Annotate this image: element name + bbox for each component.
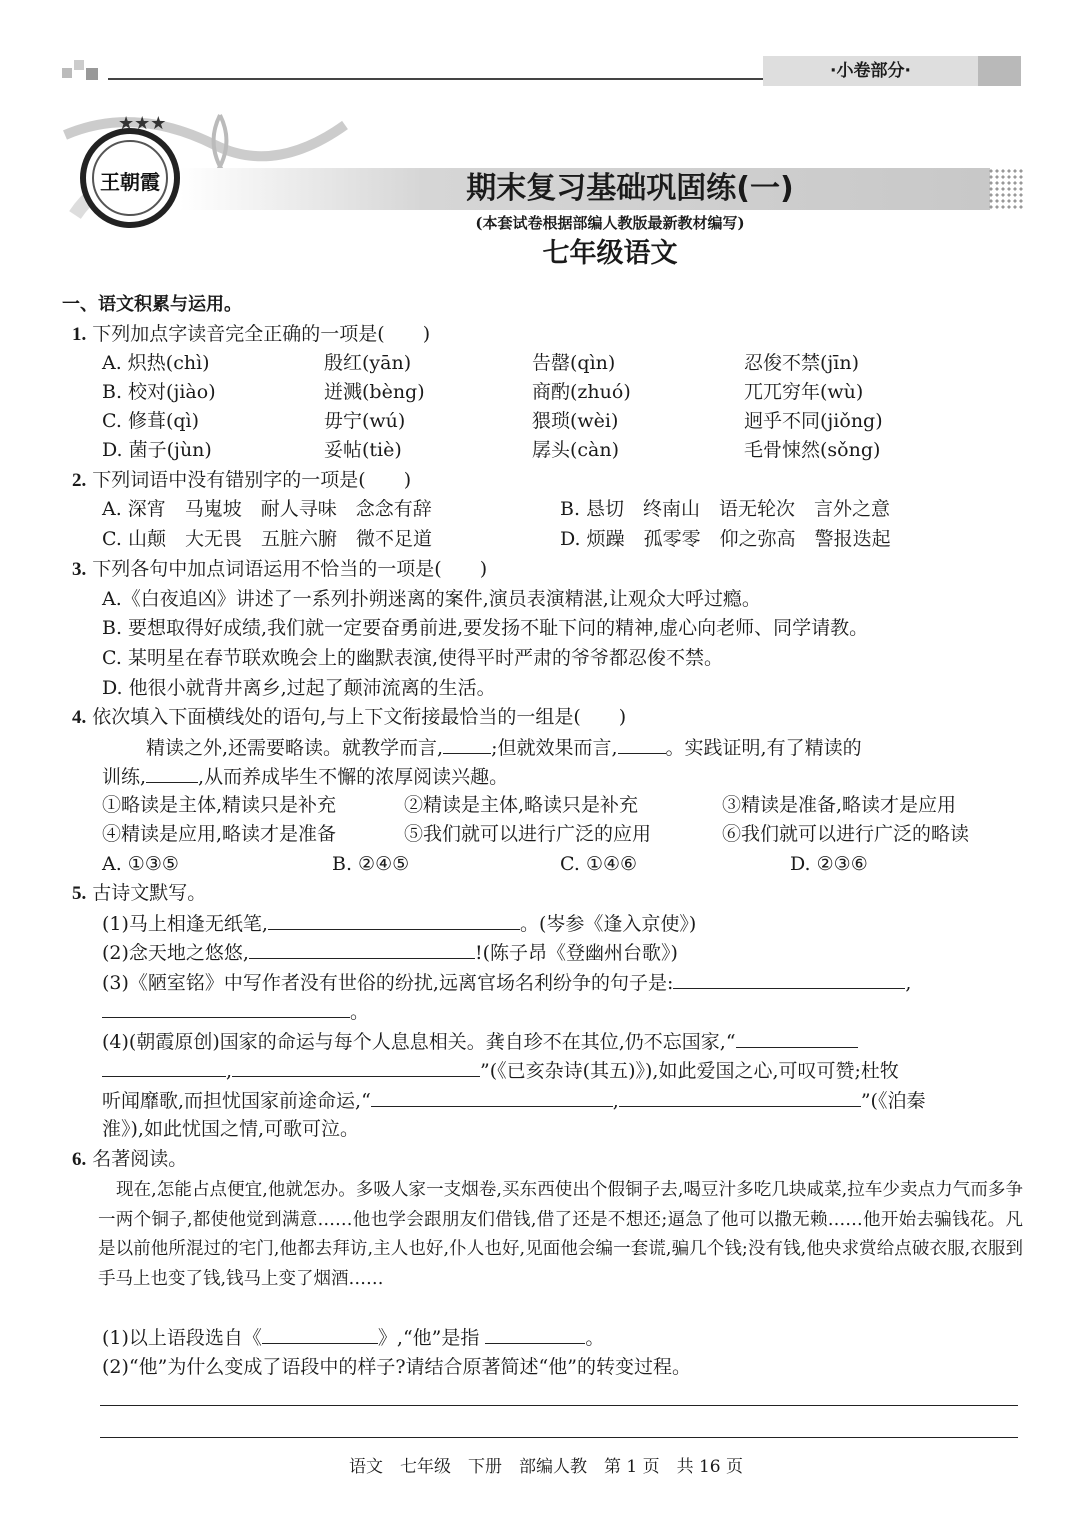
- recite-text: ,: [612, 1090, 619, 1112]
- recite-text: ”(《泊秦: [860, 1090, 926, 1112]
- logo-seal: [80, 128, 180, 228]
- passage-line: [102, 764, 508, 789]
- recite-text: (4)(朝霞原创)国家的命运与每个人息息相关。龚自珍不在其位,仍不忘国家,“: [102, 1031, 736, 1053]
- recite-text: 。: [350, 1001, 370, 1023]
- recite-line: [102, 940, 678, 965]
- recite-line: [102, 999, 369, 1024]
- question-stem: 名著阅读。: [92, 1148, 188, 1170]
- answer-line[interactable]: [100, 1437, 1018, 1438]
- answer-blank[interactable]: [618, 735, 666, 754]
- answer-blank[interactable]: [371, 1088, 613, 1107]
- option-cell: A. 炽热(chì): [102, 352, 210, 374]
- answer-blank[interactable]: [736, 1029, 858, 1048]
- question-number: 3.: [72, 559, 87, 580]
- question-number: 6.: [72, 1149, 87, 1170]
- recite-line: [102, 1088, 925, 1113]
- answer-blank[interactable]: [619, 1088, 861, 1107]
- passage-line: [146, 735, 862, 760]
- recite-text: ,: [226, 1060, 233, 1082]
- option-line: D. 他很小就背井离乡,过起了颠沛流离的生活。: [102, 677, 496, 699]
- question-2: [72, 468, 411, 493]
- option-cell: 商酌(zhuó): [532, 381, 631, 403]
- question-5: [72, 881, 206, 906]
- section-heading: 一、语文积累与运用。: [62, 294, 242, 315]
- recite-text: 。(岑参《逢入京使》): [519, 913, 697, 935]
- answer-cell: A. ①③⑤: [102, 853, 179, 875]
- recite-line: [102, 911, 696, 936]
- question-stem: 古诗文默写。: [92, 882, 207, 904]
- question-number: 1.: [72, 324, 87, 345]
- answer-blank[interactable]: [268, 911, 520, 930]
- answer-cell: C. ①④⑥: [560, 853, 638, 875]
- option-line: A.《白夜追凶》讲述了一系列扑朔迷离的案件,演员表演精湛,让观众大呼过瘾。: [102, 588, 761, 610]
- corner-squares-decoration: [62, 60, 102, 82]
- recite-text: ”(《已亥杂诗(其五)》),如此爱国之心,可叹可赞;杜牧: [480, 1060, 899, 1082]
- question-number: 2.: [72, 470, 87, 491]
- answer-blank[interactable]: [262, 1325, 378, 1344]
- recite-text: 听闻靡歌,而担忧国家前途命运,“: [102, 1090, 371, 1112]
- answer-blank[interactable]: [485, 1325, 585, 1344]
- choice-cell: ⑤我们就可以进行广泛的应用: [404, 823, 652, 845]
- answer-cell: D. ②③⑥: [790, 853, 868, 875]
- option-cell: 迸溅(bèng): [324, 381, 425, 403]
- answer-blank[interactable]: [146, 764, 198, 783]
- recite-line: [102, 970, 911, 995]
- choice-cell: ②精读是主体,略读只是补充: [404, 794, 639, 816]
- sub-question-text: 》,“他”是指: [377, 1327, 480, 1349]
- section-tag-edge: [978, 56, 1021, 86]
- option-cell: 孱头(càn): [532, 439, 620, 461]
- question-1: [72, 322, 430, 347]
- choice-cell: ⑥我们就可以进行广泛的略读: [722, 823, 970, 845]
- question-stem: 下列各句中加点词语运用不恰当的一项是( ): [92, 558, 488, 580]
- section-tag: ·小卷部分·: [763, 56, 978, 86]
- option-cell: 毛骨悚然(sǒng): [744, 439, 881, 461]
- choice-cell: ①略读是主体,精读只是补充: [102, 794, 337, 816]
- page-subtitle: (本套试卷根据部编人教版最新教材编写): [475, 214, 745, 232]
- question-stem: 下列词语中没有错别字的一项是( ): [92, 469, 412, 491]
- sub-question: (2)“他”为什么变成了语段中的样子?请结合原著简述“他”的转变过程。: [102, 1356, 691, 1378]
- question-number: 4.: [72, 707, 87, 728]
- option-cell: 殷红(yān): [324, 352, 412, 374]
- option-line: C. 某明星在春节联欢晚会上的幽默表演,使得平时严肃的爷爷都忍俊不禁。: [102, 647, 723, 669]
- recite-line: [102, 1029, 858, 1054]
- option-cell: B. 校对(jiào): [102, 381, 216, 403]
- recite-line: [102, 1058, 899, 1083]
- answer-blank[interactable]: [232, 1058, 480, 1077]
- answer-blank[interactable]: [249, 940, 475, 959]
- star-icon: ★★★: [118, 113, 167, 134]
- option-cell: 毋宁(wú): [324, 410, 406, 432]
- recite-text: (2)念天地之悠悠,: [102, 942, 249, 964]
- sub-question-text: 。: [585, 1327, 605, 1349]
- recite-text: ,: [905, 972, 912, 994]
- header-rule: [108, 78, 763, 80]
- question-6: [72, 1147, 187, 1172]
- option-cell: D. 菌子(jùn): [102, 439, 212, 461]
- option-cell: 猥琐(wèi): [532, 410, 619, 432]
- answer-cell: B. ②④⑤: [332, 853, 410, 875]
- grade-subject: 七年级语文: [542, 238, 678, 269]
- option-cell: 忍俊不禁(jīn): [744, 352, 860, 374]
- page-title: 期末复习基础巩固练(一): [466, 171, 794, 206]
- option-cell: A. 深宵 马嵬坡 耐人寻味 念念有辞: [102, 498, 432, 520]
- option-cell: 妥帖(tiè): [324, 439, 402, 461]
- reading-passage: 现在,怎能占点便宜,他就怎办。多吸人家一支烟卷,买东西使出个假铜子去,喝豆汁多吃几块咸菜,拉车少卖点力气而多争一两个铜子,都使他觉到满意……他也学会跟朋友们借钱,借了还是不想还;逼急了他可以撒无赖……他开始去骗钱花。凡是以前他所混过的宅门,他都去拜访,主人也好,仆人也好,见面他会编一套谎,骗几个钱;没有钱,他央求赏给点破衣服,衣服到手马上也变了钱,钱马上变了烟酒……: [98, 1180, 1023, 1289]
- passage-text: ;但就效果而言,: [491, 737, 618, 759]
- title-band-dots: [988, 168, 1024, 210]
- question-stem: 依次填入下面横线处的语句,与上下文衔接最恰当的一组是( ): [92, 706, 627, 728]
- answer-blank[interactable]: [102, 1058, 226, 1077]
- option-cell: 告罄(qìn): [532, 352, 616, 374]
- recite-text: (1)马上相逢无纸笔,: [102, 913, 268, 935]
- recite-text: (3)《陋室铭》中写作者没有世俗的纷扰,远离官场名利纷争的句子是:: [102, 972, 674, 994]
- question-number: 5.: [72, 883, 87, 904]
- answer-line[interactable]: [100, 1405, 1018, 1406]
- question-3: [72, 557, 487, 582]
- option-cell: C. 山颠 大无畏 五脏六腑 微不足道: [102, 528, 432, 550]
- passage-text: 精读之外,还需要略读。就教学而言,: [146, 737, 444, 759]
- answer-blank[interactable]: [443, 735, 491, 754]
- page-footer: 语文 七年级 下册 部编人教 第 1 页 共 16 页: [348, 1457, 744, 1477]
- choice-cell: ③精读是准备,略读才是应用: [722, 794, 957, 816]
- logo-text: 王朝霞: [100, 170, 160, 194]
- passage-text: 训练,: [102, 766, 147, 788]
- option-cell: 迥乎不同(jiǒng): [744, 410, 883, 432]
- recite-line: 淮》),如此忧国之情,可歌可泣。: [102, 1118, 359, 1140]
- passage-text: 。实践证明,有了精读的: [665, 737, 862, 759]
- recite-text: !(陈子昂《登幽州台歌》): [474, 942, 678, 964]
- answer-blank[interactable]: [102, 999, 350, 1018]
- answer-blank[interactable]: [673, 970, 905, 989]
- option-line: B. 要想取得好成绩,我们就一定要奋勇前进,要发扬不耻下问的精神,虚心向老师、同学请教。: [102, 617, 869, 639]
- sub-question-text: (1)以上语段选自《: [102, 1327, 262, 1349]
- option-cell: D. 烦躁 孤零零 仰之弥高 警报迭起: [560, 528, 891, 550]
- option-cell: C. 修葺(qì): [102, 410, 200, 432]
- sub-question: [102, 1325, 604, 1350]
- option-cell: 兀兀穷年(wù): [744, 381, 864, 403]
- option-cell: B. 恳切 终南山 语无轮次 言外之意: [560, 498, 891, 520]
- choice-cell: ④精读是应用,略读才是准备: [102, 823, 337, 845]
- question-stem: 下列加点字读音完全正确的一项是( ): [92, 323, 431, 345]
- question-4: [72, 705, 626, 730]
- passage-text: ,从而养成毕生不懈的浓厚阅读兴趣。: [198, 766, 509, 788]
